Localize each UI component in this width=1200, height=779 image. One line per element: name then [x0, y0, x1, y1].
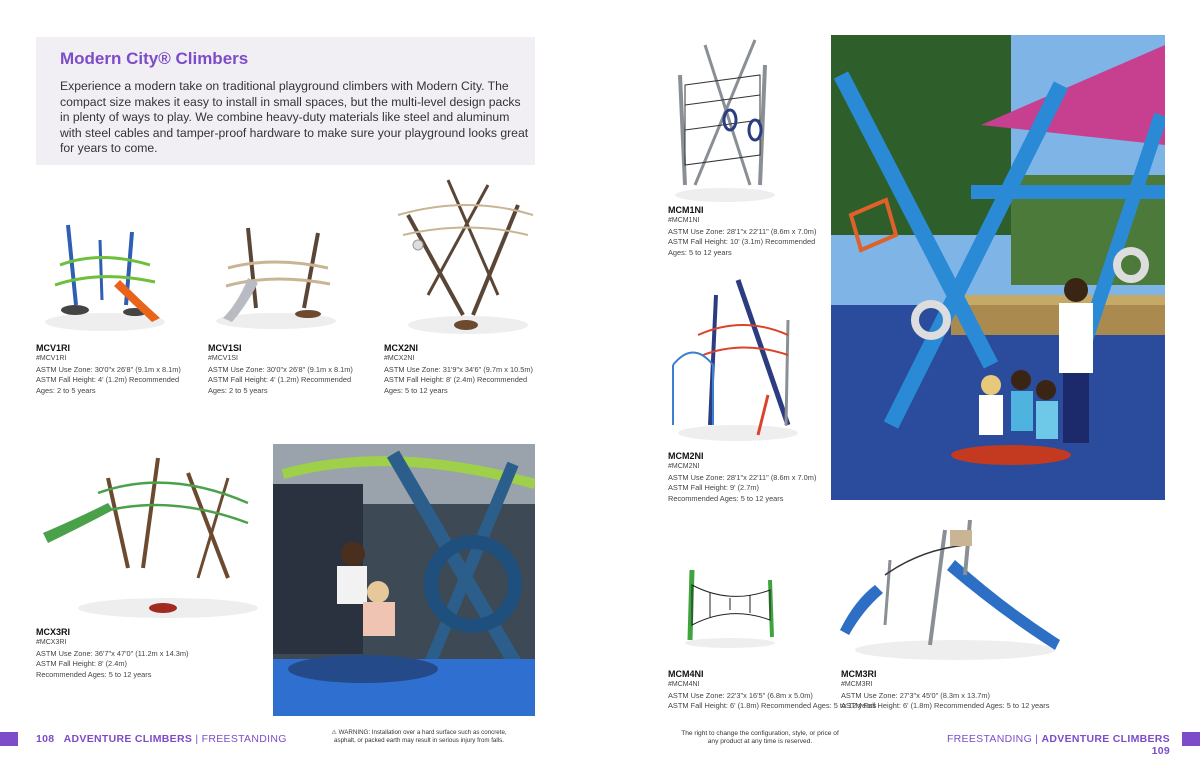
product-use-zone: ASTM Use Zone: 36'7"x 47'0" (11.2m x 14.3m) — [36, 648, 189, 658]
product-use-zone: ASTM Use Zone: 28'1"x 22'11" (8.6m x 7.0m) — [668, 226, 817, 236]
right-category-name: FREESTANDING — [946, 733, 1033, 745]
product-ages: Ages: 5 to 12 years — [668, 247, 732, 257]
product-ages: Recommended Ages: 5 to 12 years — [668, 493, 784, 503]
section-title: Modern City® Climbers — [60, 49, 249, 68]
right-footer — [930, 733, 1170, 757]
product-code: MCX2NI — [384, 343, 419, 353]
mcm1ni-illustration — [665, 35, 785, 205]
product-mcx2ni — [384, 343, 554, 396]
right-section-name: ADVENTURE CLIMBERS — [1041, 733, 1170, 745]
product-ages: Ages: 2 to 5 years — [36, 385, 96, 395]
product-use-zone: ASTM Use Zone: 30'0"x 26'8" (9.1m x 8.1m) — [208, 364, 353, 374]
intro-panel — [36, 37, 535, 165]
product-fall-height-ages: ASTM Fall Height: 6' (1.8m) Recommended Ages: 5 to 12 years — [841, 701, 1050, 710]
product-use-zone: ASTM Use Zone: 27'3"x 45'0" (8.3m x 13.7m) — [841, 690, 990, 700]
product-code: MCM3RI — [841, 669, 877, 679]
playground-photo-kids — [273, 444, 535, 716]
product-fall-height-ages: ASTM Fall Height: 6' (1.8m) Recommended Ages: 5 to 12 years — [668, 701, 877, 710]
product-fall-height: ASTM Fall Height: 4' (1.2m) Recommended — [36, 375, 180, 384]
mcx3ri-illustration — [38, 448, 263, 623]
product-fall-height: ASTM Fall Height: 9' (2.7m) — [668, 483, 759, 492]
product-mcm3ri — [841, 669, 1050, 712]
intro-text: Experience a modern take on traditional playground climbers with Modern City. The compact size makes it easy to install in small spaces, but the multi-level design packs in plenty of ways to play. We combine heavy-duty materials like steel and aluminum with steel cables and tamper-proof hardware to make sure your playground looks great for years to come. — [60, 79, 529, 155]
product-mcm1ni — [668, 205, 828, 258]
warning-text: WARNING: Installation over a hard surface such as concrete, asphalt, or packed earth may result in serious injury from falls. — [334, 729, 507, 744]
mcm2ni-illustration — [668, 275, 803, 445]
product-code: MCX3RI — [36, 627, 71, 637]
left-section-name: ADVENTURE CLIMBERS — [63, 733, 193, 745]
mcv1si-illustration — [208, 218, 343, 333]
product-sku: #MCX2NI — [384, 355, 415, 362]
product-ages: Ages: 2 to 5 years — [208, 385, 268, 395]
product-ages: Ages: 5 to 12 years — [384, 385, 448, 395]
left-separator: | — [195, 733, 199, 745]
mcx2ni-illustration — [388, 175, 543, 340]
product-mcm2ni — [668, 451, 828, 504]
mcm4ni-illustration — [680, 565, 780, 650]
product-sku: #MCM1NI — [668, 217, 700, 224]
product-code: MCM1NI — [668, 205, 704, 215]
left-category-name: FREESTANDING — [201, 733, 287, 745]
product-use-zone: ASTM Use Zone: 31'9"x 34'6" (9.7m x 10.5m) — [384, 364, 533, 374]
product-use-zone: ASTM Use Zone: 30'0"x 26'8" (9.1m x 8.1m) — [36, 364, 181, 374]
right-footer-bar — [1182, 732, 1200, 746]
product-code: MCM2NI — [668, 451, 704, 461]
product-sku: #MCM3RI — [841, 681, 873, 688]
rights-notice: The right to change the configuration, style, or price of any product at any time is reserved. — [681, 730, 839, 745]
right-separator: | — [1035, 733, 1039, 745]
product-mcx3ri — [36, 627, 236, 680]
product-fall-height: ASTM Fall Height: 8' (2.4m) Recommended — [384, 375, 528, 384]
playground-photo-climber — [831, 35, 1165, 500]
product-sku: #MCX3RI — [36, 639, 67, 646]
product-fall-height: ASTM Fall Height: 4' (1.2m) Recommended — [208, 375, 352, 384]
product-code: MCV1RI — [36, 343, 71, 353]
product-ages: Recommended Ages: 5 to 12 years — [36, 669, 152, 679]
product-sku: #MCM2NI — [668, 463, 700, 470]
product-sku: #MCV1SI — [208, 355, 238, 362]
warning-notice — [330, 729, 508, 745]
product-sku: #MCM4NI — [668, 681, 700, 688]
left-page-number: 108 — [36, 733, 55, 745]
product-mcv1si — [208, 343, 378, 396]
left-footer — [36, 733, 296, 745]
product-mcv1ri — [36, 343, 206, 396]
product-code: MCM4NI — [668, 669, 704, 679]
left-footer-bar — [0, 732, 18, 746]
product-sku: #MCV1RI — [36, 355, 67, 362]
mcm3ri-illustration — [835, 515, 1067, 665]
product-code: MCV1SI — [208, 343, 242, 353]
product-use-zone: ASTM Use Zone: 28'1"x 22'11" (8.6m x 7.0m) — [668, 472, 817, 482]
product-fall-height: ASTM Fall Height: 10' (3.1m) Recommended — [668, 237, 816, 246]
product-use-zone: ASTM Use Zone: 22'3"x 16'5" (6.8m x 5.0m) — [668, 690, 813, 700]
product-fall-height: ASTM Fall Height: 8' (2.4m) — [36, 659, 127, 668]
right-page-number: 109 — [1151, 745, 1170, 757]
warning-icon: ⚠ — [331, 729, 337, 736]
mcv1ri-illustration — [40, 210, 170, 335]
